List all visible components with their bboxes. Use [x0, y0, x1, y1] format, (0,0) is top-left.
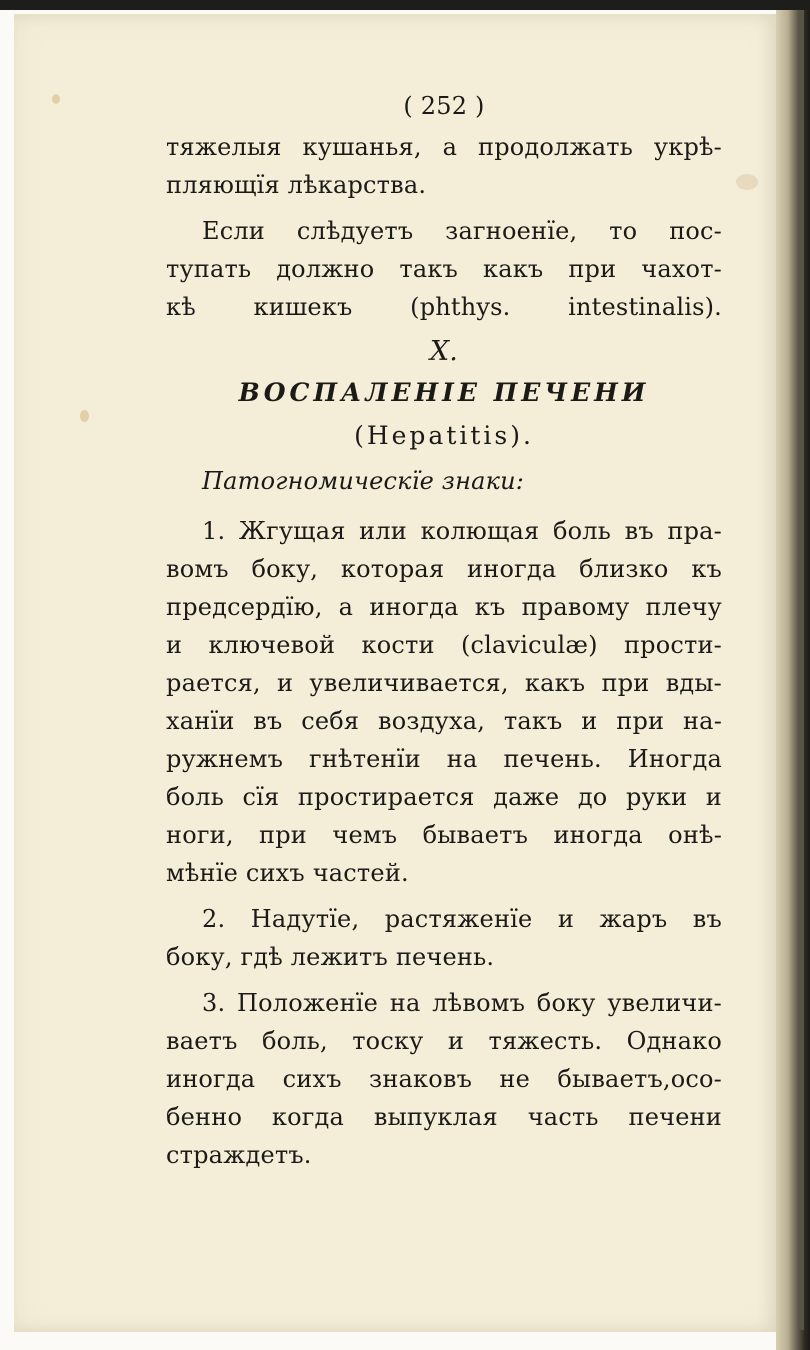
binding-edge-shadow	[798, 10, 804, 1330]
paper-stain	[736, 174, 758, 190]
section-latin-title: (Hepatitis).	[354, 421, 534, 450]
text-line: тяжелыя кушанья, а продолжать укрѣ-	[166, 133, 722, 161]
section-title: ВОСПАЛЕНIЕ ПЕЧЕНИ	[238, 378, 650, 407]
section-subheading: Патогномическїе знаки:	[202, 467, 525, 495]
text-line: кѣ кишекъ (phthys. intestinalis).	[166, 293, 722, 321]
text-line: Если слѣдуетъ загноенїе, то пос-	[202, 217, 722, 245]
text-line: ружнемъ гнѣтенїи на печень. Иногда	[166, 745, 722, 773]
section-number: X.	[429, 336, 459, 367]
paper-stain	[52, 94, 60, 104]
text-line: и ключевой кости (claviculæ) прости-	[166, 631, 722, 659]
text-line: тупать должно такъ какъ при чахот-	[166, 255, 722, 283]
text-line: боку, гдѣ лежитъ печень.	[166, 943, 495, 971]
text-line: иногда сихъ знаковъ не бываетъ,осо-	[166, 1065, 722, 1093]
text-line: 2. Надутїе, растяженїе и жаръ въ	[202, 905, 722, 933]
text-line: ваетъ боль, тоску и тяжесть. Однако	[166, 1027, 722, 1055]
text-line: предсердїю, а иногда къ правому плечу	[166, 593, 722, 621]
text-line: 3. Положенїе на лѣвомъ боку увеличи-	[202, 989, 722, 1017]
text-line: 1. Жгущая или колющая боль въ пра-	[202, 517, 722, 545]
page-number: ( 252 )	[403, 92, 485, 120]
text-line: рается, и увеличивается, какъ при вды-	[166, 669, 722, 697]
text-line: мѣнїе сихъ частей.	[166, 859, 409, 887]
text-line: вомъ боку, которая иногда близко къ	[166, 555, 722, 583]
text-line: страждетъ.	[166, 1141, 312, 1169]
binding-edge	[776, 10, 810, 1350]
scan-top-edge	[0, 0, 810, 10]
text-line: бенно когда выпуклая часть печени	[166, 1103, 722, 1131]
text-line: ханїи въ себя воздуха, такъ и при на-	[166, 707, 722, 735]
page-text	[166, 84, 722, 1174]
paper-stain	[80, 410, 89, 422]
text-line: боль сїя простирается даже до руки и	[166, 783, 722, 811]
text-line: ноги, при чемъ бываетъ иногда онѣ-	[166, 821, 722, 849]
text-line: пляющїя лѣкарства.	[166, 171, 427, 199]
